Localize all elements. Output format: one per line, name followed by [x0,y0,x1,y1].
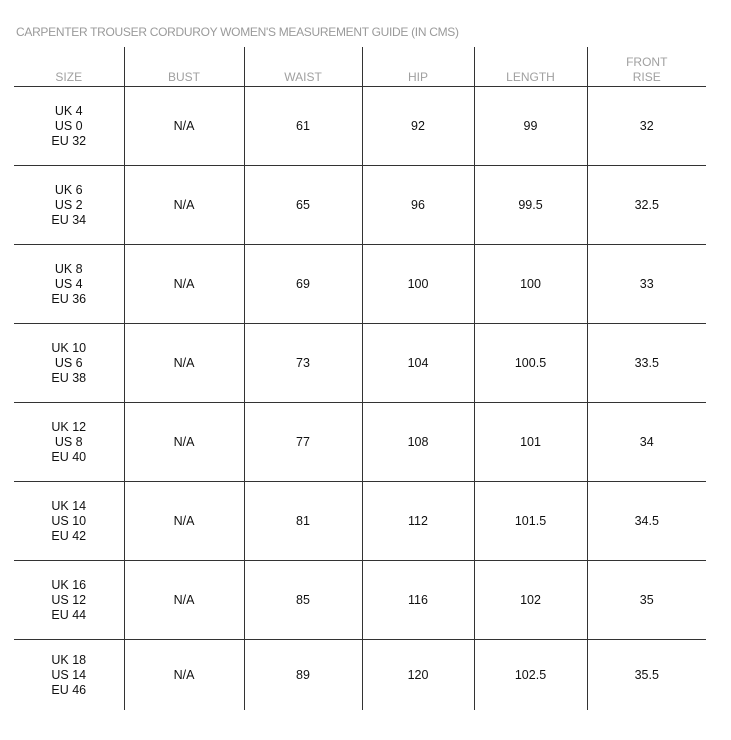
size-cell [14,561,124,640]
header-hip: HIP [362,47,474,87]
waist-cell: 89 [244,640,362,711]
size-cell [14,166,124,245]
front-rise-cell: 35.5 [587,640,706,711]
size-uk: UK 16 [51,577,87,592]
header-waist: WAIST [244,47,362,87]
waist-cell: 61 [244,87,362,166]
waist-cell: 73 [244,324,362,403]
size-us: US 10 [51,513,87,528]
size-us: US 2 [54,197,83,212]
size-uk: UK 18 [51,652,87,667]
front-rise-cell: 34.5 [587,482,706,561]
size-cell [14,403,124,482]
header-size: SIZE [14,47,124,87]
size-us: US 14 [51,667,87,682]
table-row [14,324,706,403]
front-rise-cell: 32 [587,87,706,166]
waist-cell: 69 [244,245,362,324]
size-eu: EU 42 [51,528,87,543]
waist-cell: 77 [244,403,362,482]
front-rise-cell: 35 [587,561,706,640]
bust-cell: N/A [124,482,244,561]
size-cell [14,482,124,561]
size-us: US 0 [54,118,83,133]
bust-cell: N/A [124,324,244,403]
front-rise-cell: 32.5 [587,166,706,245]
table-row [14,87,706,166]
size-cell [14,87,124,166]
hip-cell: 120 [362,640,474,711]
table-row [14,482,706,561]
waist-cell: 81 [244,482,362,561]
size-cell [14,640,124,711]
size-eu: EU 34 [51,212,87,227]
table-row [14,403,706,482]
size-uk: UK 12 [51,419,87,434]
table-row [14,640,706,711]
size-cell [14,245,124,324]
size-eu: EU 36 [51,291,87,306]
waist-cell: 65 [244,166,362,245]
length-cell: 100.5 [474,324,587,403]
header-front-rise [587,47,706,87]
front-rise-cell: 34 [587,403,706,482]
bust-cell: N/A [124,166,244,245]
table-row [14,561,706,640]
bust-cell: N/A [124,245,244,324]
size-eu: EU 44 [51,607,87,622]
hip-cell: 92 [362,87,474,166]
table-row [14,166,706,245]
bust-cell: N/A [124,403,244,482]
size-eu: EU 38 [51,370,87,385]
bust-cell: N/A [124,640,244,711]
hip-cell: 108 [362,403,474,482]
header-row [14,47,706,87]
measurement-table [14,47,706,710]
size-eu: EU 32 [51,133,87,148]
hip-cell: 100 [362,245,474,324]
hip-cell: 116 [362,561,474,640]
table-row [14,245,706,324]
length-cell: 99.5 [474,166,587,245]
size-uk: UK 4 [54,103,83,118]
size-uk: UK 14 [51,498,87,513]
length-cell: 99 [474,87,587,166]
size-us: US 8 [54,434,83,449]
header-length: LENGTH [474,47,587,87]
bust-cell: N/A [124,561,244,640]
front-rise-cell: 33 [587,245,706,324]
length-cell: 100 [474,245,587,324]
size-eu: EU 40 [51,449,87,464]
size-uk: UK 10 [51,340,87,355]
front-rise-cell: 33.5 [587,324,706,403]
header-front-rise-line1: FRONT [626,55,668,69]
size-us: US 12 [51,592,87,607]
hip-cell: 104 [362,324,474,403]
length-cell: 101 [474,403,587,482]
guide-title: CARPENTER TROUSER CORDUROY WOMEN'S MEASUREMENT GUIDE (IN CMS) [16,25,459,39]
size-cell [14,324,124,403]
length-cell: 102 [474,561,587,640]
size-uk: UK 8 [54,261,83,276]
waist-cell: 85 [244,561,362,640]
header-bust: BUST [124,47,244,87]
size-us: US 4 [54,276,83,291]
size-eu: EU 46 [51,682,87,697]
size-uk: UK 6 [54,182,83,197]
bust-cell: N/A [124,87,244,166]
hip-cell: 96 [362,166,474,245]
size-us: US 6 [54,355,83,370]
length-cell: 102.5 [474,640,587,711]
length-cell: 101.5 [474,482,587,561]
hip-cell: 112 [362,482,474,561]
header-front-rise-line2: RISE [632,70,661,84]
